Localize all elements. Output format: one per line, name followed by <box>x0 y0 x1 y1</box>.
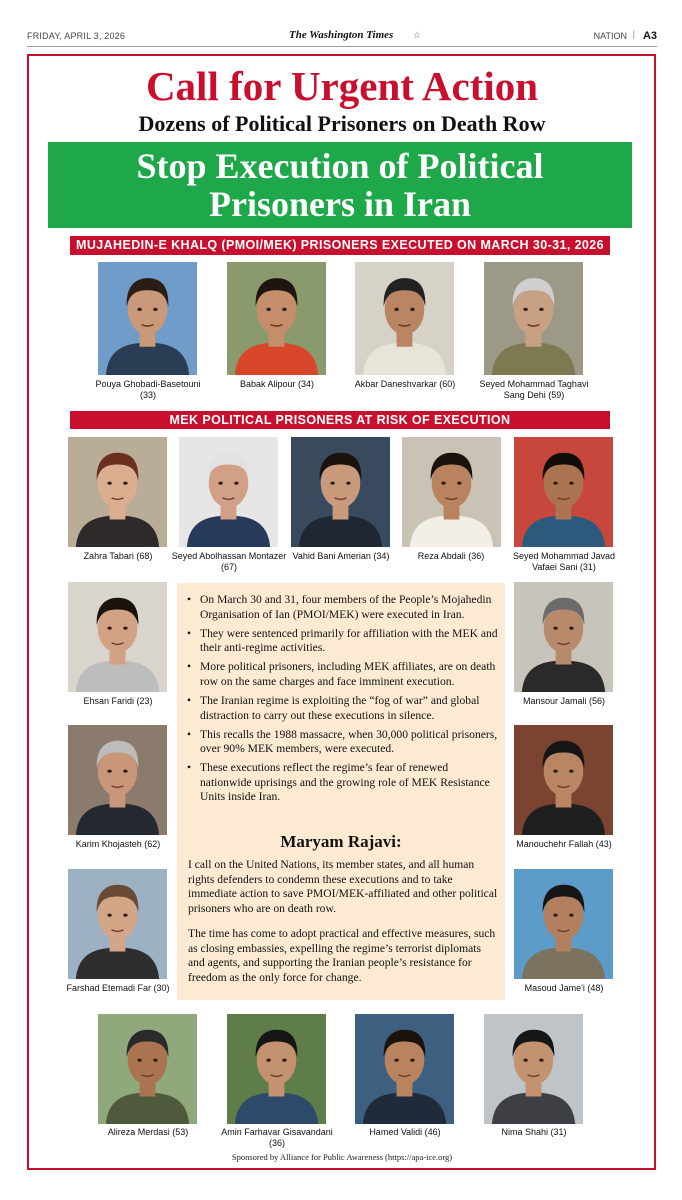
newspaper-name: The Washington Times <box>289 29 394 41</box>
bullet-item: • On March 30 and 31, four members of the People’s Mojahedin Organisation of Ian (PMOI/MEK) were executed in Iran. <box>187 593 499 622</box>
portrait-photo <box>68 437 167 547</box>
portrait-caption: Babak Alipour (34) <box>239 379 315 389</box>
bullet-item: • These executions reflect the regime’s fear of renewed nationwide uprisings and the growing role of MEK Resistance Units inside Iran. <box>187 761 499 805</box>
portrait-illustration <box>68 437 167 547</box>
portrait-photo <box>227 1014 326 1124</box>
portrait-illustration <box>68 869 167 979</box>
portrait-photo <box>484 1014 583 1124</box>
statement-panel <box>177 583 505 1000</box>
portrait-illustration <box>98 262 197 375</box>
bullet-item: • More political prisoners, including MEK affiliates, are on death row on the same charges and face imminent execution. <box>187 660 499 689</box>
masthead-rule <box>27 46 657 47</box>
bullet-item: • The Iranian regime is exploiting the “fog of war” and global distraction to carry out these executions in silence. <box>187 694 499 723</box>
portrait-photo <box>514 437 613 547</box>
portrait-photo <box>179 437 278 547</box>
portrait-photo <box>98 262 197 375</box>
portrait-caption: Vahid Bani Amerian (34) <box>292 551 390 561</box>
portrait-illustration <box>514 725 613 835</box>
portrait-illustration <box>227 1014 326 1124</box>
portrait-photo <box>291 437 390 547</box>
portrait-photo <box>514 582 613 692</box>
portrait-caption: Hamed Validi (46) <box>369 1127 441 1137</box>
portrait-photo <box>355 262 454 375</box>
portrait-illustration <box>179 437 278 547</box>
portrait-illustration <box>484 1014 583 1124</box>
portrait-illustration <box>68 582 167 692</box>
section-name: NATION <box>593 31 627 41</box>
sponsor-line: Sponsored by Alliance for Public Awareness (https://apa-ice.org) <box>231 1152 453 1162</box>
portrait-caption: Mansour Jamali (56) <box>522 696 606 706</box>
subheadline: Dozens of Political Prisoners on Death Row <box>138 111 546 136</box>
portrait-caption: Karim Khojasteh (62) <box>75 839 161 849</box>
portrait-caption: Farshad Etemadi Far (30) <box>66 983 170 993</box>
masthead-separator: | <box>632 29 635 39</box>
bullet-list <box>187 593 499 810</box>
section-at-risk-heading: MEK POLITICAL PRISONERS AT RISK OF EXECUTION <box>70 411 610 429</box>
section-executed-heading: MUJAHEDIN-E KHALQ (PMOI/MEK) PRISONERS EXECUTED ON MARCH 30-31, 2026 <box>70 236 610 255</box>
portrait-caption: Pouya Ghobadi-Basetouni (33) <box>95 379 201 400</box>
portrait-photo <box>514 869 613 979</box>
issue-date: FRIDAY, APRIL 3, 2026 <box>27 31 126 41</box>
masthead <box>27 29 657 45</box>
portrait-photo <box>355 1014 454 1124</box>
portrait-caption: Manouchehr Fallah (43) <box>516 839 612 849</box>
bullet-item: • This recalls the 1988 massacre, when 30,000 political prisoners, over 90% MEK members, were executed. <box>187 728 499 757</box>
portrait-photo <box>227 262 326 375</box>
portrait-illustration <box>291 437 390 547</box>
portrait-illustration <box>402 437 501 547</box>
portrait-caption: Ehsan Faridi (23) <box>83 696 153 706</box>
portrait-caption: Akbar Daneshvarkar (60) <box>354 379 456 389</box>
page-number: A3 <box>642 30 657 42</box>
portrait-photo <box>68 582 167 692</box>
portrait-caption: Zahra Tabari (68) <box>83 551 153 561</box>
portrait-caption: Reza Abdali (36) <box>417 551 485 561</box>
portrait-illustration <box>68 725 167 835</box>
headline: Call for Urgent Action <box>145 63 539 109</box>
portrait-photo <box>68 725 167 835</box>
portrait-photo <box>98 1014 197 1124</box>
portrait-illustration <box>514 582 613 692</box>
quote-paragraph-1: I call on the United Nations, its member states, and all human rights defenders to condemn these executions and to take immediate action to save PMOI/MEK-affiliated and other political prisoners who are on death row. <box>188 858 498 915</box>
portrait-illustration <box>98 1014 197 1124</box>
quote-heading: Maryam Rajavi: <box>280 832 402 851</box>
quote-paragraph-2: The time has come to adopt practical and effective measures, such as closing embassies, expelling the regime’s terrorist diplomats and agents, and supporting the Iranian people’s resistance for freedom as the only force for change. <box>188 927 496 984</box>
bullet-item: • They were sentenced primarily for affiliation with the MEK and their anti-regime activities. <box>187 627 499 656</box>
portrait-illustration <box>514 437 613 547</box>
portrait-photo <box>484 262 583 375</box>
portrait-caption: Nima Shahi (31) <box>501 1127 567 1137</box>
portrait-photo <box>402 437 501 547</box>
portrait-caption: Seyed Mohammad Taghavi Sang Dehi (59) <box>479 379 589 400</box>
portrait-photo <box>68 869 167 979</box>
portrait-illustration <box>355 262 454 375</box>
star-icon: ☆ <box>413 30 422 40</box>
portrait-illustration <box>227 262 326 375</box>
portrait-caption: Seyed Abolhassan Montazer (67) <box>171 551 287 572</box>
portrait-caption: Alireza Merdasi (53) <box>107 1127 189 1137</box>
portrait-caption: Seyed Mohammad Javad Vafaei Sani (31) <box>512 551 616 572</box>
portrait-photo <box>514 725 613 835</box>
portrait-caption: Amin Farhavar Gisavandani (36) <box>221 1127 333 1148</box>
banner: Stop Execution of Political Prisoners in Iran <box>48 142 632 228</box>
portrait-illustration <box>514 869 613 979</box>
portrait-illustration <box>355 1014 454 1124</box>
portrait-caption: Masoud Jame'i (48) <box>524 983 604 993</box>
portrait-illustration <box>484 262 583 375</box>
